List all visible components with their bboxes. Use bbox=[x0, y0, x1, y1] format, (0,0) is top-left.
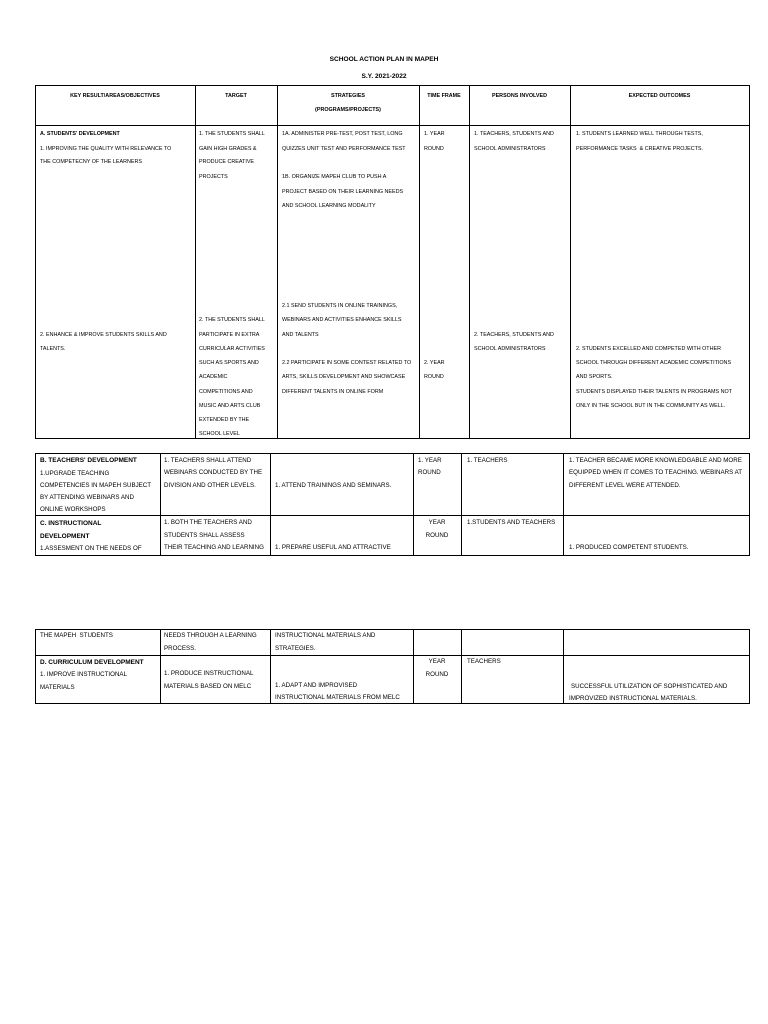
section-heading: D. CURRICULUM DEVELOPMENT bbox=[40, 659, 144, 666]
time-frame-text: ROUND bbox=[425, 532, 449, 539]
table-border bbox=[419, 85, 420, 439]
table-border bbox=[461, 453, 462, 556]
key-result-text: COMPETENCIES IN MAPEH SUBJECT bbox=[40, 482, 152, 489]
target-text: 1. THE STUDENTS SHALL bbox=[199, 131, 265, 137]
persons-involved-text: 1.STUDENTS AND TEACHERS bbox=[467, 519, 556, 526]
time-frame-text: 1. YEAR bbox=[418, 457, 442, 464]
key-result-text: 1. IMPROVING THE QUALITY WITH RELEVANCE TO bbox=[40, 146, 172, 152]
target-text: SUCH AS SPORTS AND bbox=[199, 360, 259, 366]
table-border bbox=[749, 85, 750, 439]
time-frame-text: ROUND bbox=[418, 469, 441, 476]
key-result-text: MATERIALS bbox=[40, 684, 75, 691]
section-heading: A. STUDENTS' DEVELOPMENT bbox=[40, 131, 120, 137]
expected-outcome-text: AND SPORTS. bbox=[576, 374, 613, 380]
time-frame-text: YEAR bbox=[428, 658, 446, 665]
time-frame-text: 2. YEAR bbox=[424, 360, 445, 366]
table-border bbox=[35, 438, 750, 439]
persons-involved-text: 1. TEACHERS, STUDENTS AND bbox=[474, 131, 554, 137]
key-result-text: BY ATTENDING WEBINARS AND bbox=[40, 494, 134, 501]
key-result-text: 1.ASSESMENT ON THE NEEDS OF bbox=[40, 545, 142, 552]
persons-involved-text: SCHOOL ADMINISTRATORS bbox=[474, 146, 546, 152]
table-border bbox=[413, 453, 414, 556]
expected-outcome-text: SCHOOL THROUGH DIFFERENT ACADEMIC COMPETITIONS bbox=[576, 360, 732, 366]
target-text: 1. TEACHERS SHALL ATTEND bbox=[164, 457, 252, 464]
column-header-key-result: KEY RESULT/AREAS/OBJECTIVES bbox=[70, 93, 160, 99]
table-border bbox=[35, 85, 750, 86]
table-border bbox=[35, 555, 750, 556]
section-heading: C. INSTRUCTIONAL bbox=[40, 520, 102, 527]
strategy-text: PROJECT BASED ON THEIR LEARNING NEEDS bbox=[282, 189, 404, 195]
expected-outcome-text: SUCCESSFUL UTILIZATION OF SOPHISTICATED AND bbox=[571, 683, 728, 690]
key-result-text: 1.UPGRADE TEACHING bbox=[40, 470, 110, 477]
table-border bbox=[461, 629, 462, 704]
persons-involved-text: 2. TEACHERS, STUDENTS AND bbox=[474, 332, 554, 338]
target-text: PROJECTS bbox=[199, 174, 228, 180]
table-border bbox=[35, 515, 750, 516]
column-header-strategies: STRATEGIES bbox=[330, 93, 366, 99]
persons-involved-text: TEACHERS bbox=[467, 658, 501, 665]
strategy-text: 2.2 PARTICIPATE IN SOME CONTEST RELATED TO bbox=[282, 360, 412, 366]
strategy-text: 1. PREPARE USEFUL AND ATTRACTIVE bbox=[275, 544, 391, 551]
key-result-text: TALENTS. bbox=[40, 346, 66, 352]
target-text: STUDENTS SHALL ASSESS bbox=[164, 532, 245, 539]
target-text: 2. THE STUDENTS SHALL bbox=[199, 317, 265, 323]
target-text: PARTICIPATE IN EXTRA bbox=[199, 332, 260, 338]
expected-outcome-text: ONLY IN THE SCHOOL BUT IN THE COMMUNITY AS WELL. bbox=[576, 403, 726, 409]
strategy-text: AND SCHOOL LEARNING MODALITY bbox=[282, 203, 376, 209]
key-result-text: THE COMPETECNY OF THE LEARNERS bbox=[40, 159, 142, 165]
expected-outcome-text: 1. STUDENTS LEARNED WELL THROUGH TESTS, bbox=[576, 131, 703, 137]
column-header-persons-involved: PERSONS INVOLVED bbox=[491, 93, 547, 99]
target-text: EXTENDED BY THE bbox=[199, 417, 250, 423]
section-heading: DEVELOPMENT bbox=[40, 533, 90, 540]
column-header-strategies-subtitle: (PROGRAMS/PROJECTS) bbox=[315, 107, 381, 113]
table-border bbox=[277, 85, 278, 439]
table-border bbox=[570, 85, 571, 439]
table-border bbox=[35, 453, 750, 454]
persons-involved-text: SCHOOL ADMINISTRATORS bbox=[474, 346, 546, 352]
table-border bbox=[749, 453, 750, 556]
expected-outcome-text: DIFFERENT LEVEL WERE ATTENDED. bbox=[569, 482, 681, 489]
key-result-text: THE MAPEH STUDENTS bbox=[40, 632, 113, 639]
table-border bbox=[270, 629, 271, 704]
strategy-text: INSTRUCTIONAL MATERIALS FROM MELC bbox=[275, 694, 400, 701]
expected-outcome-text: 1. PRODUCED COMPETENT STUDENTS. bbox=[569, 544, 689, 551]
column-header-expected-outcomes: EXPECTED OUTCOMES bbox=[628, 93, 691, 99]
strategy-text: 1. ATTEND TRAININGS AND SEMINARS. bbox=[275, 482, 392, 489]
table-border bbox=[413, 629, 414, 704]
target-text: DIVISION AND OTHER LEVELS. bbox=[164, 482, 256, 489]
table-border bbox=[160, 629, 161, 704]
target-text: SCHOOL LEVEL bbox=[199, 431, 240, 437]
strategy-text: 2.1 SEND STUDENTS IN ONLINE TRAININGS, bbox=[282, 303, 398, 309]
strategy-text: INSTRUCTIONAL MATERIALS AND bbox=[275, 632, 376, 639]
strategy-text: WEBINARS AND ACTIVITIES ENHANCE SKILLS bbox=[282, 317, 402, 323]
target-text: PROCESS. bbox=[164, 645, 196, 652]
table-border bbox=[195, 85, 196, 439]
section-heading: B. TEACHERS' DEVELOPMENT bbox=[40, 457, 137, 464]
strategy-text: 1. ADAPT AND IMPROVISED bbox=[275, 682, 358, 689]
key-result-text: ONLINE WORKSHOPS bbox=[40, 506, 106, 513]
target-text: CURRICULAR ACTIVITIES bbox=[199, 346, 265, 352]
target-text: ACADEMIC bbox=[199, 374, 228, 380]
target-text: COMPETITIONS AND bbox=[199, 389, 253, 395]
table-border bbox=[270, 453, 271, 556]
table-border bbox=[35, 703, 750, 704]
column-header-time-frame: TIME FRAME bbox=[427, 93, 461, 99]
expected-outcome-text: IMPROVIZED INSTRUCTIONAL MATERIALS. bbox=[569, 695, 697, 702]
table-border bbox=[563, 453, 564, 556]
table-border bbox=[35, 453, 36, 556]
expected-outcome-text: 1. TEACHER BECAME MORE KNOWLEDGABLE AND MORE bbox=[569, 457, 742, 464]
expected-outcome-text: 2. STUDENTS EXCELLED AND COMPETED WITH OTHER bbox=[576, 346, 721, 352]
time-frame-text: 1. YEAR bbox=[424, 131, 445, 137]
table-border bbox=[469, 85, 470, 439]
table-border bbox=[35, 85, 36, 439]
key-result-text: 1. IMPROVE INSTRUCTIONAL bbox=[40, 671, 127, 678]
target-text: 1. BOTH THE TEACHERS AND bbox=[164, 519, 252, 526]
expected-outcome-text: STUDENTS DISPLAYED THEIR TALENTS IN PROGRAMS NOT bbox=[576, 389, 732, 395]
table-border bbox=[35, 629, 750, 630]
time-frame-text: YEAR bbox=[428, 519, 446, 526]
persons-involved-text: 1. TEACHERS bbox=[467, 457, 508, 464]
target-text: MUSIC AND ARTS CLUB bbox=[199, 403, 261, 409]
table-border bbox=[35, 125, 750, 126]
strategy-text: STRATEGIES. bbox=[275, 645, 316, 652]
document-title: SCHOOL ACTION PLAN IN MAPEH bbox=[329, 56, 439, 63]
target-text: WEBINARS CONDUCTED BY THE bbox=[164, 469, 263, 476]
table-border bbox=[35, 655, 750, 656]
time-frame-text: ROUND bbox=[424, 374, 444, 380]
target-text: NEEDS THROUGH A LEARNING bbox=[164, 632, 257, 639]
table-border bbox=[160, 453, 161, 556]
table-border bbox=[35, 629, 36, 704]
key-result-text: 2. ENHANCE & IMPROVE STUDENTS SKILLS AND bbox=[40, 332, 167, 338]
table-border bbox=[563, 629, 564, 704]
table-border bbox=[749, 629, 750, 704]
target-text: MATERIALS BASED ON MELC bbox=[164, 683, 252, 690]
strategy-text: ARTS, SKILLS DEVELOPMENT AND SHOWCASE bbox=[282, 374, 406, 380]
expected-outcome-text: PERFORMANCE TASKS & CREATIVE PROJECTS. bbox=[576, 146, 703, 152]
strategy-text: AND TALENTS bbox=[282, 332, 319, 338]
strategy-text: 1B. ORGANIZE MAPEH CLUB TO PUSH A bbox=[282, 174, 387, 180]
school-year: S.Y. 2021-2022 bbox=[361, 73, 407, 80]
strategy-text: QUIZZES UNIT TEST AND PERFORMANCE TEST bbox=[282, 146, 406, 152]
target-text: 1. PRODUCE INSTRUCTIONAL bbox=[164, 670, 254, 677]
column-header-target: TARGET bbox=[225, 93, 247, 99]
strategy-text: 1A. ADMINISTER PRE-TEST, POST TEST, LONG bbox=[282, 131, 403, 137]
time-frame-text: ROUND bbox=[425, 671, 449, 678]
strategy-text: DIFFERENT TALENTS IN ONLINE FORM bbox=[282, 389, 384, 395]
target-text: PRODUCE CREATIVE bbox=[199, 159, 255, 165]
time-frame-text: ROUND bbox=[424, 146, 444, 152]
target-text: GAIN HIGH GRADES & bbox=[199, 146, 257, 152]
expected-outcome-text: EQUIPPED WHEN IT COMES TO TEACHING. WEBINARS AT bbox=[569, 469, 743, 476]
target-text: THEIR TEACHING AND LEARNING bbox=[164, 544, 264, 551]
